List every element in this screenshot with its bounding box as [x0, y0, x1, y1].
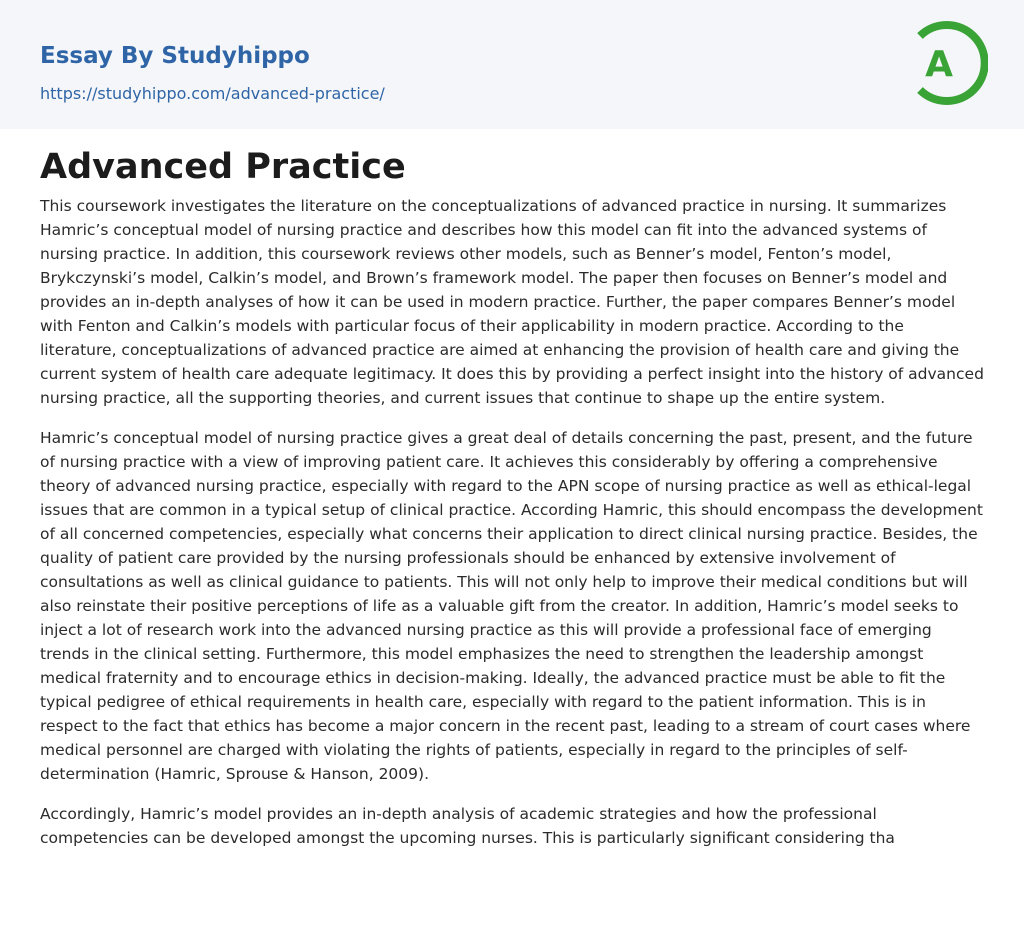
article-paragraph: This coursework investigates the literature on the conceptualizations of advanced practice in nursing. It summarizes Hamric’s conceptual model of nursing practice and describes how this model can fit into the advanced systems of nursing practice. In addition, this coursework reviews other models, such as Benner’s model, Fenton’s model, Brykczynski’s model, Calkin’s model, and Brown’s framework model. The paper then focuses on Benner’s model and provides an in-depth analyses of how it can be used in modern practice. Further, the paper compares Benner’s model with Fenton and Calkin’s models with particular focus of their applicability in modern practice. According to the literature, conceptualizations of advanced practice are aimed at enhancing the provision of health care and giving the current system of health care adequate legitimacy. It does this by providing a perfect insight into the history of advanced nursing practice, all the supporting theories, and current issues that continue to shape up the entire system.: [40, 197, 984, 407]
page-title: Advanced Practice: [40, 147, 406, 187]
site-title[interactable]: Essay By Studyhippo: [40, 43, 310, 69]
article-paragraph: Hamric’s conceptual model of nursing practice gives a great deal of details concerning the past, present, and the future of nursing practice with a view of improving patient care. It achieves this considerably by offering a comprehensive theory of advanced nursing practice, especially with regard to the APN scope of nursing practice as well as ethical-legal issues that are common in a typical setup of clinical practice. According Hamric, this should encompass the development of all concerned competencies, especially what concerns their application to direct clinical nursing practice. Besides, the quality of patient care provided by the nursing professionals should be enhanced by extensive involvement of consultations as well as clinical guidance to patients. This will not only help to improve their medical conditions but will also reinstate their positive perceptions of life as a valuable gift from the creator. In addition, Hamric’s model seeks to inject a lot of research work into the advanced nursing practice as this will provide a professional face of emerging trends in the clinical setting. Furthermore, this model emphasizes the need to strengthen the leadership amongst medical fraternity and to encourage ethics in decision-making. Ideally, the advanced practice must be able to fit the typical pedigree of ethical requirements in health care, especially with regard to the patient information. This is in respect to the fact that ethics has become a major concern in the recent past, leading to a stream of court cases where medical personnel are charged with violating the rights of patients, especially in regard to the principles of self-determination (Hamric, Sprouse & Hanson, 2009).: [40, 429, 983, 783]
article-paragraph: Accordingly, Hamric’s model provides an in-depth analysis of academic strategies and how the professional competencies can be developed amongst the upcoming nurses. This is particularly significant considering tha: [40, 805, 895, 847]
logo-letter: A: [925, 44, 953, 85]
article: [40, 140, 984, 866]
studyhippo-logo-icon[interactable]: [910, 18, 988, 108]
site-header: [0, 0, 1024, 129]
essay-url-link[interactable]: https://studyhippo.com/advanced-practice/: [40, 84, 385, 103]
